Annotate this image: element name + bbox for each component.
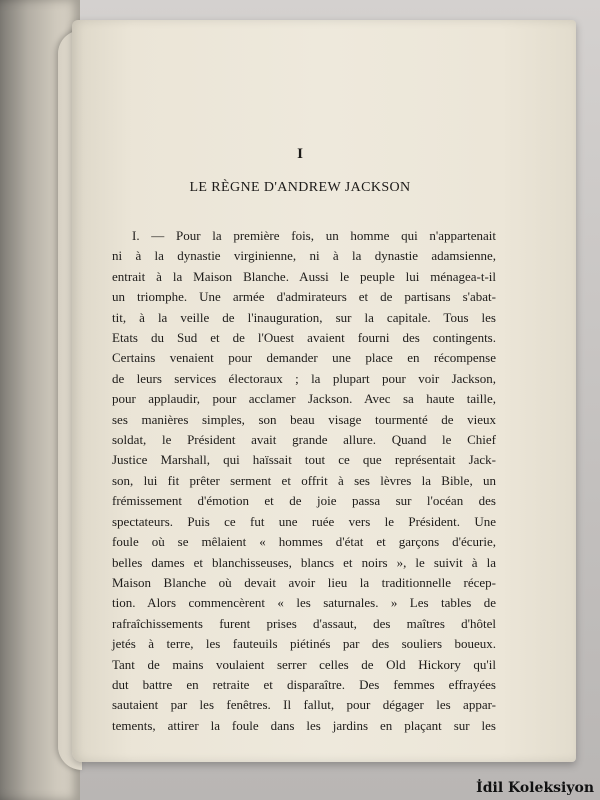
text-line: I. — Pour la première fois, un homme qui n'appartenait	[132, 228, 496, 243]
text-line: sautaient par les fenêtres. Il fallut, pour dégager les appar-	[112, 697, 496, 713]
text-line: spectateurs. Puis ce fut une ruée vers le Président. Une	[112, 513, 496, 529]
text-line: Certains venaient pour demander une place en récompense	[112, 350, 496, 366]
chapter-number: I	[297, 146, 303, 162]
text-line: belles dames et blanchisseuses, blancs et noirs », le suivit à la	[112, 554, 496, 570]
text-line: ses manières simples, son beau visage tourmenté de vieux	[112, 411, 496, 427]
text-line: rafraîchissements furent prises d'assaut, des maîtres d'hôtel	[112, 615, 496, 631]
text-line: Etats du Sud et de l'Ouest avaient fourni des contingents.	[112, 330, 496, 346]
text-line: Maison Blanche où devait avoir lieu la traditionnelle récep-	[112, 574, 496, 590]
text-line: un triomphe. Une armée d'admirateurs et de partisans s'abat-	[112, 289, 496, 305]
text-line: foule où se mêlaient « hommes d'état et garçons d'écurie,	[112, 534, 496, 550]
text-line: de leurs services électoraux ; la plupart pour voir Jackson,	[112, 370, 496, 386]
text-line: soldat, le Président avait grande allure. Quand le Chief	[112, 432, 496, 448]
text-line: frémissement d'émotion et de joie passa sur l'océan des	[112, 493, 496, 509]
text-line: pour applaudir, pour acclamer Jackson. Avec sa haute taille,	[112, 391, 496, 407]
text-line: tion. Alors commencèrent « les saturnales. » Les tables de	[112, 595, 496, 611]
text-line: dut battre en retraite et disparaître. Des femmes effrayées	[112, 676, 496, 692]
collection-watermark: İdil Koleksiyon	[476, 780, 594, 796]
text-line: Tant de mains voulaient serrer celles de Old Hickory qu'il	[112, 656, 496, 672]
text-line: son, lui fit prêter serment et offrit à ses lèvres la Bible, un	[112, 472, 496, 488]
text-line: ni à la dynastie virginienne, ni à la dynastie adamsienne,	[112, 248, 496, 264]
text-line: tements, attirer la foule dans les jardins en plaçant sur les	[112, 717, 496, 733]
text-line: jetés à terre, les fauteuils piétinés par des souliers boueux.	[112, 636, 496, 652]
text-line: entrait à la Maison Blanche. Aussi le peuple lui ménagea-t-il	[112, 268, 496, 284]
text-line: tit, à la veille de l'inauguration, sur la capitale. Tous les	[112, 309, 496, 325]
body-paragraph	[112, 226, 496, 736]
chapter-title: LE RÈGNE D'ANDREW JACKSON	[189, 180, 411, 195]
text-line: Justice Marshall, qui haïssait tout ce que représentait Jack-	[112, 452, 496, 468]
